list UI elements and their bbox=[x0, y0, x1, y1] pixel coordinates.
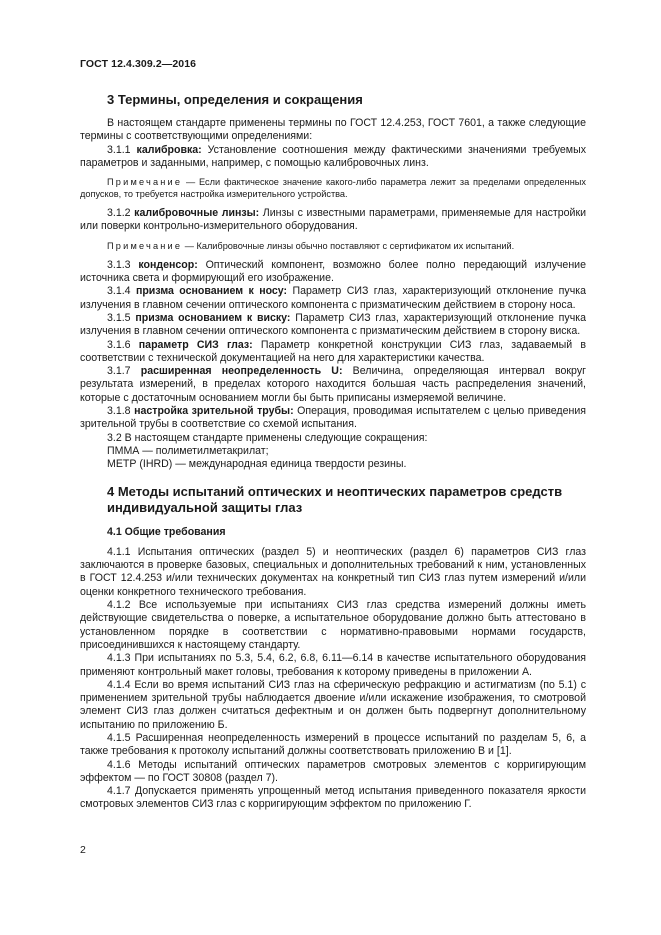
term-3-1-5: 3.1.5 призма основанием к виску: Параметр СИЗ глаз, характеризующий отклонение пучка излучения в главном сечении оптического компонента с призматическим действием в сторону виска. bbox=[80, 311, 586, 338]
term-name: расширенная неопределенность U: bbox=[140, 365, 343, 378]
clause-4-1-7: 4.1.7 Допускается применять упрощенный метод испытания приведенного показателя яркости смотровых элементов СИЗ глаз с корригирующим эффектом по приложению Г. bbox=[80, 785, 586, 811]
term-3-1-3: 3.1.3 конденсор: Оптический компонент, возможно более полно передающий излучение источника света и формирующий его изображение. bbox=[80, 258, 586, 285]
term-name: настройка зрительной трубы: bbox=[134, 405, 294, 418]
abbreviation-pmma: ПММА — полиметилметакрилат; bbox=[107, 444, 269, 457]
note-2: Примечание — Калибровочные линзы обычно поставляют с сертификатом их испытаний. bbox=[107, 240, 515, 251]
term-3-1-4: 3.1.4 призма основанием к носу: Параметр СИЗ глаз, характеризующий отклонение пучка излучения в главном сечении оптического компонента с призматическим действием в сторону носа. bbox=[80, 285, 586, 311]
clause-4-1-2: 4.1.2 Все используемые при испытаниях СИЗ глаз средства измерений должны иметь действующие свидетельства о поверке, а испытательное оборудование должно быть аттестовано в установленном порядке в соответствии с нормативно-правовыми нормами государств, присоединившихся к настоящему стандарту. bbox=[80, 599, 586, 651]
clause-4-1-5: 4.1.5 Расширенная неопределенность измерений в процессе испытаний по разделам 5, 6, а также требования к протоколу испытаний должны соответствовать приложению В и [1]. bbox=[80, 731, 586, 758]
section-3-title: 3 Термины, определения и сокращения bbox=[107, 92, 363, 107]
section-3-intro: В настоящем стандарте применены термины по ГОСТ 12.4.253, ГОСТ 7601, а также следующие термины с соответствующими определениями: bbox=[80, 117, 586, 143]
term-name: конденсор: bbox=[138, 258, 198, 271]
term-3-1-7: 3.1.7 расширенная неопределенность U: Величина, определяющая интервал вокруг результата измерений, в пределах которого находится большая часть распределения значений, которые с достаточным основанием могли бы быть приписаны измеряемой величине. bbox=[80, 365, 586, 404]
clause-4-1-4: 4.1.4 Если во время испытаний СИЗ глаз на сферическую рефракцию и астигматизм (по 5.1) с применением зрительной трубы наблюдается двоение и/или искажение изображения, то смотровой элемент СИЗ глаз должен считаться дефектным и он должен быть подвергнут дополнительному испытанию по приложению Б. bbox=[80, 678, 586, 731]
term-3-1-1: 3.1.1 калибровка: Установление соотношения между фактическими значениями требуемых параметров и заданными, например, с помощью калибровочных линз. bbox=[80, 143, 586, 169]
term-name: калибровка: bbox=[136, 143, 202, 156]
term-3-1-2: 3.1.2 калибровочные линзы: Линзы с известными параметрами, применяемые для настройки или поверки контрольно-измерительного оборудования. bbox=[80, 207, 587, 233]
clause-4-1-6: 4.1.6 Методы испытаний оптических параметров смотровых элементов с корригирующим эффектом — по ГОСТ 30808 (раздел 7). bbox=[80, 758, 586, 784]
section-4-title: 4 Методы испытаний оптических и неоптических параметров средств индивидуальной защиты глаз bbox=[107, 483, 563, 515]
note-label: Примечание bbox=[107, 240, 183, 251]
term-name: калибровочные линзы: bbox=[134, 207, 260, 220]
term-3-1-8: 3.1.8 настройка зрительной трубы: Операция, проводимая испытателем с целью приведения зрительной трубы в соответствие со схемой испытания. bbox=[80, 405, 586, 431]
abbreviations-intro: 3.2 В настоящем стандарте применены следующие сокращения: bbox=[107, 431, 428, 444]
note-1: Примечание — Если фактическое значение какого-либо параметра лежит за пределами определенных допусков, то требуется настройка измерительного устройства. bbox=[80, 177, 586, 200]
note-label: Примечание bbox=[107, 177, 183, 188]
abbreviation-metr: МЕТР (IHRD) — международная единица твердости резины. bbox=[107, 458, 407, 471]
term-name: призма основанием к носу: bbox=[135, 285, 288, 298]
document-header: ГОСТ 12.4.309.2—2016 bbox=[80, 58, 197, 70]
term-name: параметр СИЗ глаз: bbox=[138, 338, 253, 351]
subsection-4-1-title: 4.1 Общие требования bbox=[107, 525, 226, 538]
page-number: 2 bbox=[80, 844, 86, 856]
term-3-1-6: 3.1.6 параметр СИЗ глаз: Параметр конкретной конструкции СИЗ глаз, задаваемый в соответствии с технической документацией на него для характеристики качества. bbox=[80, 338, 586, 364]
term-name: призма основанием к виску: bbox=[135, 311, 291, 324]
clause-4-1-3: 4.1.3 При испытаниях по 5.3, 5.4, 6.2, 6.8, 6.11—6.14 в качестве испытательного оборудования применяют контрольный макет головы, требования к которому приведены в приложении А. bbox=[80, 652, 586, 678]
clause-4-1-1: 4.1.1 Испытания оптических (раздел 5) и неоптических (раздел 6) параметров СИЗ глаз заключаются в проверке базовых, специальных и дополнительных требований к ним, установленных в ГОСТ 12.4.253 и/или технических документах на конкретный тип СИЗ глаз путем измерений и/или оценки конкретного технического требования. bbox=[80, 545, 586, 598]
page-content bbox=[80, 92, 586, 812]
